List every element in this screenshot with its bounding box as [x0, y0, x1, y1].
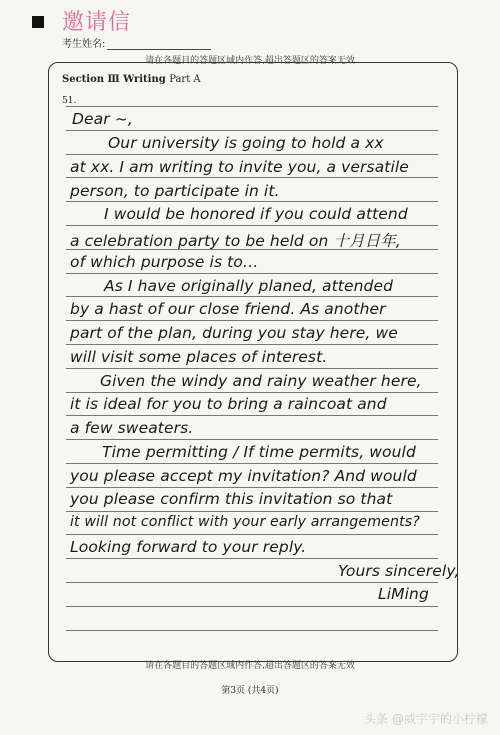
letter-line: at xx. I am writing to invite you, a versatile: [70, 158, 409, 176]
letter-line: Dear ~,: [72, 110, 133, 128]
letter-signature: LiMing: [378, 585, 429, 603]
letter-closing: Yours sincerely,: [338, 562, 460, 580]
candidate-name-label: 考生姓名:: [62, 39, 106, 50]
letter-line: will visit some places of interest.: [70, 348, 328, 366]
answer-area-notice-bottom: 请在各题目的答题区域内作答,超出答题区的答案无效: [145, 661, 355, 671]
letter-line: Looking forward to your reply.: [70, 538, 307, 556]
letter-line: Given the windy and rainy weather here,: [100, 372, 422, 390]
page-title: 邀请信: [62, 10, 132, 35]
letter-line: it is ideal for you to bring a raincoat and: [70, 395, 387, 413]
letter-line: you please accept my invitation? And would: [70, 467, 417, 485]
letter-line: a few sweaters.: [70, 419, 194, 437]
section-title-text: Section Ⅲ Writing: [62, 74, 166, 85]
letter-line: you please confirm this invitation so that: [70, 490, 393, 508]
section-part: Part A: [169, 74, 201, 85]
letter-line: part of the plan, during you stay here, we: [70, 324, 398, 342]
letter-line: of which purpose is to…: [70, 253, 259, 271]
letter-line: it will not conflict with your early arrangements?: [70, 514, 420, 530]
letter-line: Our university is going to hold a xx: [108, 134, 384, 152]
letter-line: by a hast of our close friend. As another: [70, 300, 386, 318]
letter-line: a celebration party to be held on 十月日年,: [70, 232, 401, 250]
page-number: 第3页 (共4页): [221, 686, 279, 696]
question-number: 51.: [62, 96, 77, 106]
answer-area-notice-top: 请在各题目的答题区域内作答,超出答题区的答案无效: [145, 56, 355, 66]
letter-line: person, to participate in it.: [70, 182, 280, 200]
letter-line: I would be honored if you could attend: [104, 205, 408, 223]
letter-line: As I have originally planed, attended: [104, 277, 394, 295]
watermark: 头条 @威宇宇的小柠檬: [364, 712, 488, 726]
letter-line: Time permitting / If time permits, would: [102, 443, 416, 461]
